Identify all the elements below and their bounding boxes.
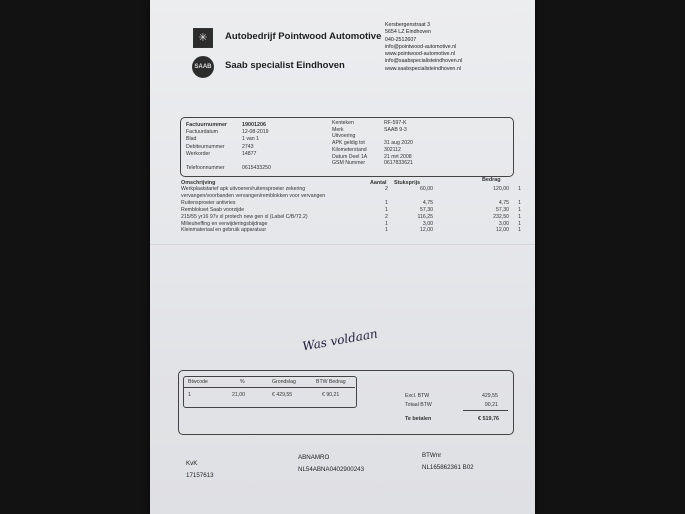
info-value: RF-597-K bbox=[384, 120, 407, 126]
company-subname: Saab specialist Eindhoven bbox=[225, 60, 345, 71]
info-label: Uitvoering bbox=[332, 133, 356, 140]
line-item bbox=[181, 193, 521, 200]
vat-value: € 429,55 bbox=[272, 392, 293, 398]
line-amount: 120,00 bbox=[493, 186, 509, 192]
line-amount bbox=[433, 193, 509, 200]
email: info@saabspecialisteindhoven.nl bbox=[385, 58, 463, 65]
vat-header: Grondslag bbox=[272, 379, 296, 385]
footer-btw bbox=[422, 450, 474, 474]
info-label: Debiteurnummer bbox=[186, 143, 225, 150]
totals-values bbox=[482, 392, 498, 410]
line-qty: 2 bbox=[385, 186, 388, 192]
line-item bbox=[181, 207, 521, 214]
phone: 040-2512607 bbox=[385, 36, 417, 43]
line-qty: 1 bbox=[385, 206, 388, 213]
line-code: 1 bbox=[518, 186, 521, 192]
info-row bbox=[332, 140, 413, 147]
line-desc: Kleinmateriaal en gebruik apparatuur bbox=[181, 227, 267, 234]
info-label: GSM Nummer bbox=[332, 160, 366, 167]
line-item bbox=[181, 200, 521, 207]
line-item bbox=[181, 214, 521, 221]
info-label: Telefoonnummer bbox=[186, 165, 225, 172]
info-row bbox=[186, 144, 302, 151]
line-item bbox=[181, 227, 521, 234]
info-row bbox=[186, 122, 302, 129]
line-code: 1 bbox=[518, 220, 521, 227]
line-desc: 215/55 yr16 97v xl protech new gen xl (Label C/B/72.2) bbox=[181, 213, 308, 220]
line-amount: 232,50 bbox=[493, 213, 509, 220]
info-value: 2743 bbox=[242, 143, 254, 150]
info-row bbox=[332, 127, 413, 134]
line-code: 1 bbox=[518, 206, 521, 213]
footer-kvk bbox=[186, 458, 214, 482]
line-unit: 3,00 bbox=[422, 220, 433, 227]
line-code: 1 bbox=[518, 213, 521, 220]
line-qty: 1 bbox=[385, 220, 388, 227]
bank-label: ABNAMRO bbox=[298, 454, 330, 461]
info-label: Kilometerstand bbox=[332, 146, 367, 153]
col-unit-header: Stuksprijs bbox=[394, 180, 421, 186]
invoice-right-block bbox=[332, 120, 413, 167]
footer-bank bbox=[298, 452, 364, 476]
line-unit: 4,75 bbox=[422, 199, 433, 206]
info-value: 19001206 bbox=[242, 122, 266, 128]
handwritten-signature: Was voldaan bbox=[301, 326, 379, 354]
line-desc: Remblokset Saab voorzijde bbox=[181, 206, 245, 213]
line-code: 1 bbox=[518, 199, 521, 206]
grand-total-value: € 519,76 bbox=[478, 416, 499, 422]
invoice-left-block bbox=[186, 122, 302, 172]
totals-divider bbox=[463, 410, 508, 411]
grand-total-label: Te betalen bbox=[405, 416, 432, 422]
website: www.saabspecialisteindhoven.nl bbox=[385, 65, 461, 72]
line-code: 1 bbox=[518, 227, 521, 234]
vat-value-row bbox=[188, 392, 358, 398]
line-amount: 12,00 bbox=[496, 227, 509, 234]
line-qty: 2 bbox=[385, 213, 388, 220]
paper-fold bbox=[150, 244, 535, 246]
address-line: 5654 LZ Eindhoven bbox=[385, 29, 431, 36]
line-unit: 60,00 bbox=[420, 186, 433, 192]
info-row bbox=[186, 136, 302, 143]
line-desc: Ruitensproeier antivries bbox=[181, 199, 236, 206]
col-amount-header: Bedrag bbox=[482, 177, 501, 183]
line-item bbox=[181, 221, 521, 228]
line-unit bbox=[413, 193, 433, 200]
info-value: SAAB 9-3 bbox=[384, 126, 407, 133]
line-qty bbox=[385, 193, 413, 200]
total-label: Excl. BTW bbox=[405, 393, 430, 399]
company-address bbox=[385, 22, 462, 73]
email: info@pointwood-automotive.nl bbox=[385, 43, 457, 50]
vat-value: € 90,21 bbox=[322, 392, 340, 398]
line-qty: 1 bbox=[385, 199, 388, 206]
info-label: Factuurdatum bbox=[186, 129, 219, 136]
info-row bbox=[332, 154, 413, 161]
info-row bbox=[186, 151, 302, 158]
col-qty-header: Aantal bbox=[370, 180, 387, 186]
kvk-value: 17157613 bbox=[186, 472, 214, 479]
totals-labels bbox=[405, 392, 432, 410]
info-value: 12-08-2019 bbox=[242, 129, 269, 136]
invoice-paper bbox=[150, 0, 535, 514]
vat-header: Btwcode bbox=[188, 379, 208, 385]
line-qty: 1 bbox=[385, 227, 388, 234]
saab-logo-icon bbox=[192, 56, 214, 78]
col-description-header: Omschrijving bbox=[181, 180, 216, 186]
info-label: Werkorder bbox=[186, 150, 211, 157]
company-name: Autobedrijf Pointwood Automotive bbox=[225, 31, 382, 42]
info-value: 0617833621 bbox=[384, 160, 413, 167]
line-item bbox=[181, 186, 521, 193]
vat-header: BTW Bedrag bbox=[316, 379, 346, 385]
info-value: 14877 bbox=[242, 150, 257, 157]
info-row bbox=[332, 133, 413, 140]
kvk-label: KvK bbox=[186, 460, 198, 467]
info-label: Blad bbox=[186, 136, 197, 143]
total-value: 429,55 bbox=[482, 393, 498, 399]
btw-value: NL165862361 B02 bbox=[422, 464, 474, 471]
info-label: Factuurnummer bbox=[186, 122, 228, 128]
line-code bbox=[509, 193, 521, 200]
info-row bbox=[186, 129, 302, 136]
info-value: 0615433250 bbox=[242, 165, 271, 172]
line-desc: vervangen/voorbanden vervangen/remblokken voor vervangen bbox=[181, 192, 326, 199]
vat-header: % bbox=[240, 379, 245, 385]
line-amount: 3,00 bbox=[498, 220, 509, 227]
info-label: Kenteken bbox=[332, 120, 354, 126]
vat-divider bbox=[183, 387, 355, 388]
saab-logo-text: SAAB bbox=[194, 64, 212, 70]
info-value: 1 van 1 bbox=[242, 136, 260, 143]
line-items bbox=[181, 186, 521, 234]
line-amount: 57,30 bbox=[496, 206, 509, 213]
address-line: Kersbergenstraat 3 bbox=[385, 22, 431, 28]
info-value: 31 aug 2020 bbox=[384, 140, 413, 147]
info-row bbox=[186, 165, 302, 172]
website: www.pointwood-automotive.nl bbox=[385, 51, 456, 58]
line-unit: 12,00 bbox=[420, 227, 433, 234]
line-unit: 116,25 bbox=[417, 213, 433, 220]
info-label: Datum Deel 1A bbox=[332, 153, 368, 160]
info-label: APK geldig tot bbox=[332, 140, 365, 147]
total-label: Totaal BTW bbox=[405, 402, 432, 408]
line-desc: Milieuheffing en verwijderingsbijdrage bbox=[181, 220, 268, 227]
line-desc: Werkplaatstarief apk uitvoeren/ruitensproeier zekering bbox=[181, 186, 306, 192]
vat-header-row bbox=[188, 379, 356, 385]
info-value: 302112 bbox=[384, 146, 401, 153]
info-row bbox=[332, 160, 413, 167]
line-unit: 57,30 bbox=[420, 206, 433, 213]
snowflake-logo-icon: ✳ bbox=[193, 28, 213, 48]
line-amount: 4,75 bbox=[498, 199, 509, 206]
info-label: Merk bbox=[332, 126, 344, 133]
total-value: 90,21 bbox=[484, 402, 498, 408]
info-row bbox=[332, 120, 413, 127]
btw-label: BTWnr bbox=[422, 452, 442, 459]
info-value: 21 mrt 2008 bbox=[384, 153, 412, 160]
vat-value: 21,00 bbox=[232, 392, 245, 398]
info-row bbox=[332, 147, 413, 154]
bank-value: NL54ABNA0402900243 bbox=[298, 466, 365, 473]
vat-value: 1 bbox=[188, 392, 191, 398]
